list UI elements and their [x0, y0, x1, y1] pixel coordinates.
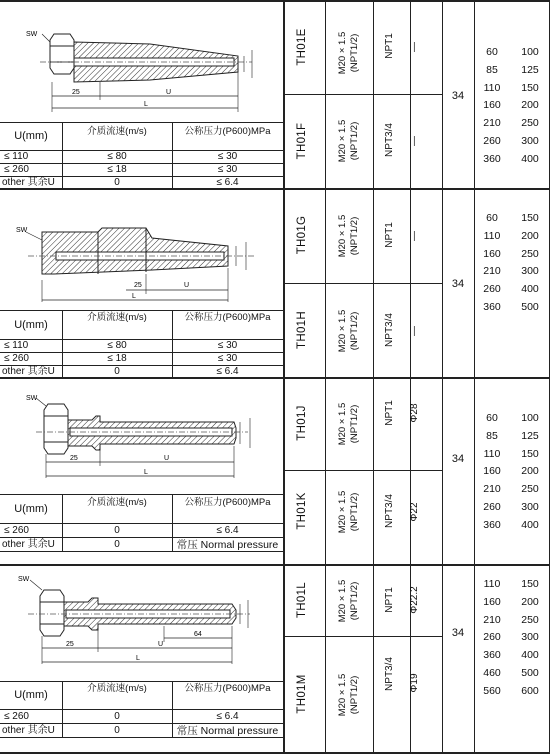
insertion-depth: 34 [451, 90, 465, 102]
l-length-value: 400 [521, 518, 539, 531]
svg-text:25: 25 [72, 89, 80, 96]
spec1-velocity-header: 介质流速(m/s) [87, 126, 147, 137]
insertion-depth: 34 [451, 627, 465, 639]
u-length-value: 560 [483, 684, 501, 697]
spec-cell-velocity: 0 [114, 539, 120, 550]
col-sep-4 [442, 0, 443, 754]
insertion-depth: 34 [451, 453, 465, 465]
u-length-value: 110 [483, 447, 501, 460]
l-length-value: 125 [521, 429, 539, 442]
svg-text:25: 25 [66, 641, 74, 648]
l-length-value: 400 [521, 649, 539, 662]
stem-diameter: Φ22 [409, 502, 420, 522]
l-length-value: 500 [521, 666, 539, 679]
stem-diameter: — [409, 42, 420, 52]
u-length-value: 210 [483, 265, 501, 278]
spec4-bottom [0, 737, 283, 738]
u-length-value: 160 [483, 99, 501, 112]
npt-size: NPT3/4 [384, 657, 395, 691]
spec-cell-velocity: 0 [114, 177, 120, 188]
spec2-velocity-header: 介质流速(m/s) [87, 312, 147, 323]
thread-spec: M20 × 1.5 (NPT1/2) [337, 119, 360, 163]
model-code: TH01L [296, 581, 308, 619]
svg-text:25: 25 [134, 282, 142, 289]
model-code: TH01G [296, 215, 308, 255]
l-length-value: 200 [521, 229, 539, 242]
u-length-value: 110 [483, 578, 501, 590]
model-code: TH01F [296, 122, 308, 160]
u-length-list [474, 410, 510, 535]
svg-text:U: U [184, 282, 190, 289]
spec-cell-pressure: ≤ 6.4 [216, 711, 239, 722]
spec4-pressure-header: 公称压力(P600)MPa [184, 683, 271, 694]
spec-cell-u: other 其余U [2, 366, 55, 377]
model-code: TH01H [296, 311, 308, 349]
spec4-r1 [0, 723, 283, 724]
spec-cell-velocity: 0 [114, 725, 120, 736]
spec-cell-pressure: ≤ 6.4 [216, 366, 239, 377]
l-length-value: 250 [521, 117, 539, 130]
l-length-value: 600 [521, 684, 539, 697]
drawing-straight-thermowell-3 [26, 392, 256, 484]
sw-label: SW [26, 31, 38, 38]
u-length-list [474, 210, 510, 317]
thread-spec: M20 × 1.5 (NPT1/2) [337, 31, 360, 75]
spec3-velocity-header: 介质流速(m/s) [87, 497, 147, 508]
spec-cell-pressure: ≤ 30 [217, 164, 238, 175]
svg-text:25: 25 [70, 455, 78, 462]
spec3-bottom [0, 551, 283, 552]
spec4-h [0, 709, 283, 710]
npt-size: NPT1 [384, 587, 395, 613]
spec2-pressure-header: 公称压力(P600)MPa [184, 312, 271, 323]
u-length-value: 160 [483, 247, 501, 260]
model-code: TH01M [296, 674, 308, 714]
col-sep-2 [373, 0, 374, 754]
u-length-value: 85 [486, 429, 498, 442]
spec-cell-pressure: ≤ 6.4 [216, 177, 239, 188]
stem-diameter: Φ22.2 [409, 586, 420, 614]
spec4-u-header: U(mm) [14, 689, 48, 701]
spec2-top [0, 310, 283, 311]
u-length-value: 260 [483, 631, 501, 644]
spec-cell-u: ≤ 260 [4, 353, 29, 364]
stem-diameter: Φ19 [409, 673, 420, 693]
frame-top [0, 0, 550, 2]
svg-text:U: U [158, 641, 164, 648]
npt-size: NPT1 [384, 222, 395, 248]
u-length-list [474, 44, 510, 169]
u-length-value: 210 [483, 613, 501, 626]
spec-cell-velocity: 0 [114, 711, 120, 722]
model-split-1 [283, 94, 442, 95]
l-length-value: 150 [521, 578, 539, 590]
l-length-list [510, 576, 550, 701]
spec-cell-pressure: ≤ 30 [217, 151, 238, 162]
group-sep-3 [0, 564, 550, 566]
npt-size: NPT3/4 [384, 123, 395, 157]
thread-spec: M20 × 1.5 (NPT1/2) [337, 402, 360, 446]
spec-cell-velocity: ≤ 80 [107, 151, 127, 162]
l-length-value: 100 [521, 46, 539, 58]
l-length-value: 250 [521, 613, 539, 626]
thread-spec: M20 × 1.5 (NPT1/2) [337, 214, 360, 258]
spec-cell-u: ≤ 260 [4, 164, 29, 175]
u-length-value: 60 [486, 412, 498, 424]
l-length-value: 500 [521, 300, 539, 313]
spec1-pressure-header: 公称压力(P600)MPa [184, 126, 271, 137]
drawing-tapered-thermowell-1 [20, 20, 260, 116]
spec-cell-u: ≤ 110 [4, 151, 29, 162]
u-length-value: 360 [483, 649, 501, 662]
u-length-value: 110 [483, 229, 501, 242]
spec-cell-velocity: ≤ 18 [107, 164, 127, 175]
svg-text:L: L [132, 293, 136, 300]
npt-size: NPT1 [384, 33, 395, 59]
u-length-value: 360 [483, 518, 501, 531]
spec-cell-u: ≤ 260 [4, 711, 29, 722]
npt-size: NPT3/4 [384, 494, 395, 528]
spec-cell-u: other 其余U [2, 725, 55, 736]
spec2-u-header: U(mm) [14, 319, 48, 331]
svg-text:U: U [166, 89, 172, 96]
drawing-tapered-thermowell-2 [14, 214, 268, 306]
svg-text:SW: SW [26, 395, 38, 402]
spec-cell-pressure: ≤ 30 [217, 340, 238, 351]
spec-cell-pressure: 常压 Normal pressure [176, 539, 279, 551]
svg-text:L: L [136, 655, 140, 662]
thread-spec: M20 × 1.5 (NPT1/2) [337, 673, 360, 717]
u-length-value: 210 [483, 117, 501, 130]
l-length-value: 150 [521, 447, 539, 460]
u-length-value: 60 [486, 212, 498, 224]
drawing-straight-thermowell-4 [18, 572, 256, 670]
stem-diameter: Φ28 [409, 403, 420, 423]
spec4-velocity-header: 介质流速(m/s) [87, 683, 147, 694]
l-length-value: 300 [521, 265, 539, 278]
model-code: TH01E [296, 28, 308, 66]
thread-spec: M20 × 1.5 (NPT1/2) [337, 490, 360, 534]
spec-cell-u: other 其余U [2, 177, 55, 188]
svg-text:L: L [144, 469, 148, 476]
l-length-value: 300 [521, 500, 539, 513]
spec-cell-u: other 其余U [2, 539, 55, 550]
model-code: TH01J [296, 405, 308, 441]
spec3-r1 [0, 537, 283, 538]
l-length-list [510, 44, 550, 169]
spec-cell-velocity: ≤ 80 [107, 340, 127, 351]
l-length-value: 150 [521, 212, 539, 224]
spec1-u-header: U(mm) [14, 130, 48, 142]
l-length-value: 200 [521, 595, 539, 608]
spec3-u-header: U(mm) [14, 503, 48, 515]
u-length-value: 210 [483, 483, 501, 496]
spec3-top [0, 494, 283, 495]
stem-diameter: — [409, 326, 420, 336]
l-length-value: 300 [521, 631, 539, 644]
u-length-value: 160 [483, 465, 501, 478]
stem-diameter: — [409, 136, 420, 146]
l-length-value: 125 [521, 63, 539, 76]
l-length-value: 100 [521, 412, 539, 424]
thread-spec: M20 × 1.5 (NPT1/2) [337, 309, 360, 353]
spec-cell-u: ≤ 110 [4, 340, 29, 351]
spec-cell-pressure: ≤ 30 [217, 353, 238, 364]
stem-diameter: — [409, 231, 420, 241]
u-length-value: 160 [483, 595, 501, 608]
u-length-list [474, 576, 510, 701]
u-length-value: 260 [483, 134, 501, 147]
model-split-2 [283, 283, 442, 284]
svg-text:SW: SW [18, 576, 30, 583]
spec-cell-pressure: ≤ 6.4 [216, 525, 239, 536]
spec3-h [0, 523, 283, 524]
spec-cell-pressure: 常压 Normal pressure [176, 725, 279, 737]
npt-size: NPT3/4 [384, 313, 395, 347]
l-length-value: 200 [521, 99, 539, 112]
l-length-value: 200 [521, 465, 539, 478]
npt-size: NPT1 [384, 400, 395, 426]
u-length-value: 110 [483, 81, 501, 94]
l-length-list [510, 410, 550, 535]
spec-cell-velocity: ≤ 18 [107, 353, 127, 364]
l-length-value: 250 [521, 247, 539, 260]
spec-cell-u: ≤ 260 [4, 525, 29, 536]
spec-cell-velocity: 0 [114, 525, 120, 536]
spec4-top [0, 681, 283, 682]
u-length-value: 260 [483, 283, 501, 296]
spec-cell-velocity: 0 [114, 366, 120, 377]
u-length-value: 360 [483, 300, 501, 313]
svg-text:U: U [164, 455, 170, 462]
u-length-value: 260 [483, 500, 501, 513]
insertion-depth: 34 [451, 278, 465, 290]
l-length-value: 400 [521, 283, 539, 296]
l-length-value: 250 [521, 483, 539, 496]
svg-text:SW: SW [16, 227, 28, 234]
svg-text:64: 64 [194, 631, 202, 638]
thread-spec: M20 × 1.5 (NPT1/2) [337, 579, 360, 623]
spec3-pressure-header: 公称压力(P600)MPa [184, 497, 271, 508]
u-length-value: 460 [483, 666, 501, 679]
l-length-list [510, 210, 550, 317]
col-sep-1 [325, 0, 326, 754]
svg-text:L: L [144, 101, 148, 108]
model-code: TH01K [296, 492, 308, 530]
u-length-value: 60 [486, 46, 498, 58]
l-length-value: 400 [521, 152, 539, 165]
u-length-value: 360 [483, 152, 501, 165]
spec1-top [0, 122, 283, 123]
col-sep-3 [410, 0, 411, 754]
u-length-value: 85 [486, 63, 498, 76]
l-length-value: 150 [521, 81, 539, 94]
l-length-value: 300 [521, 134, 539, 147]
